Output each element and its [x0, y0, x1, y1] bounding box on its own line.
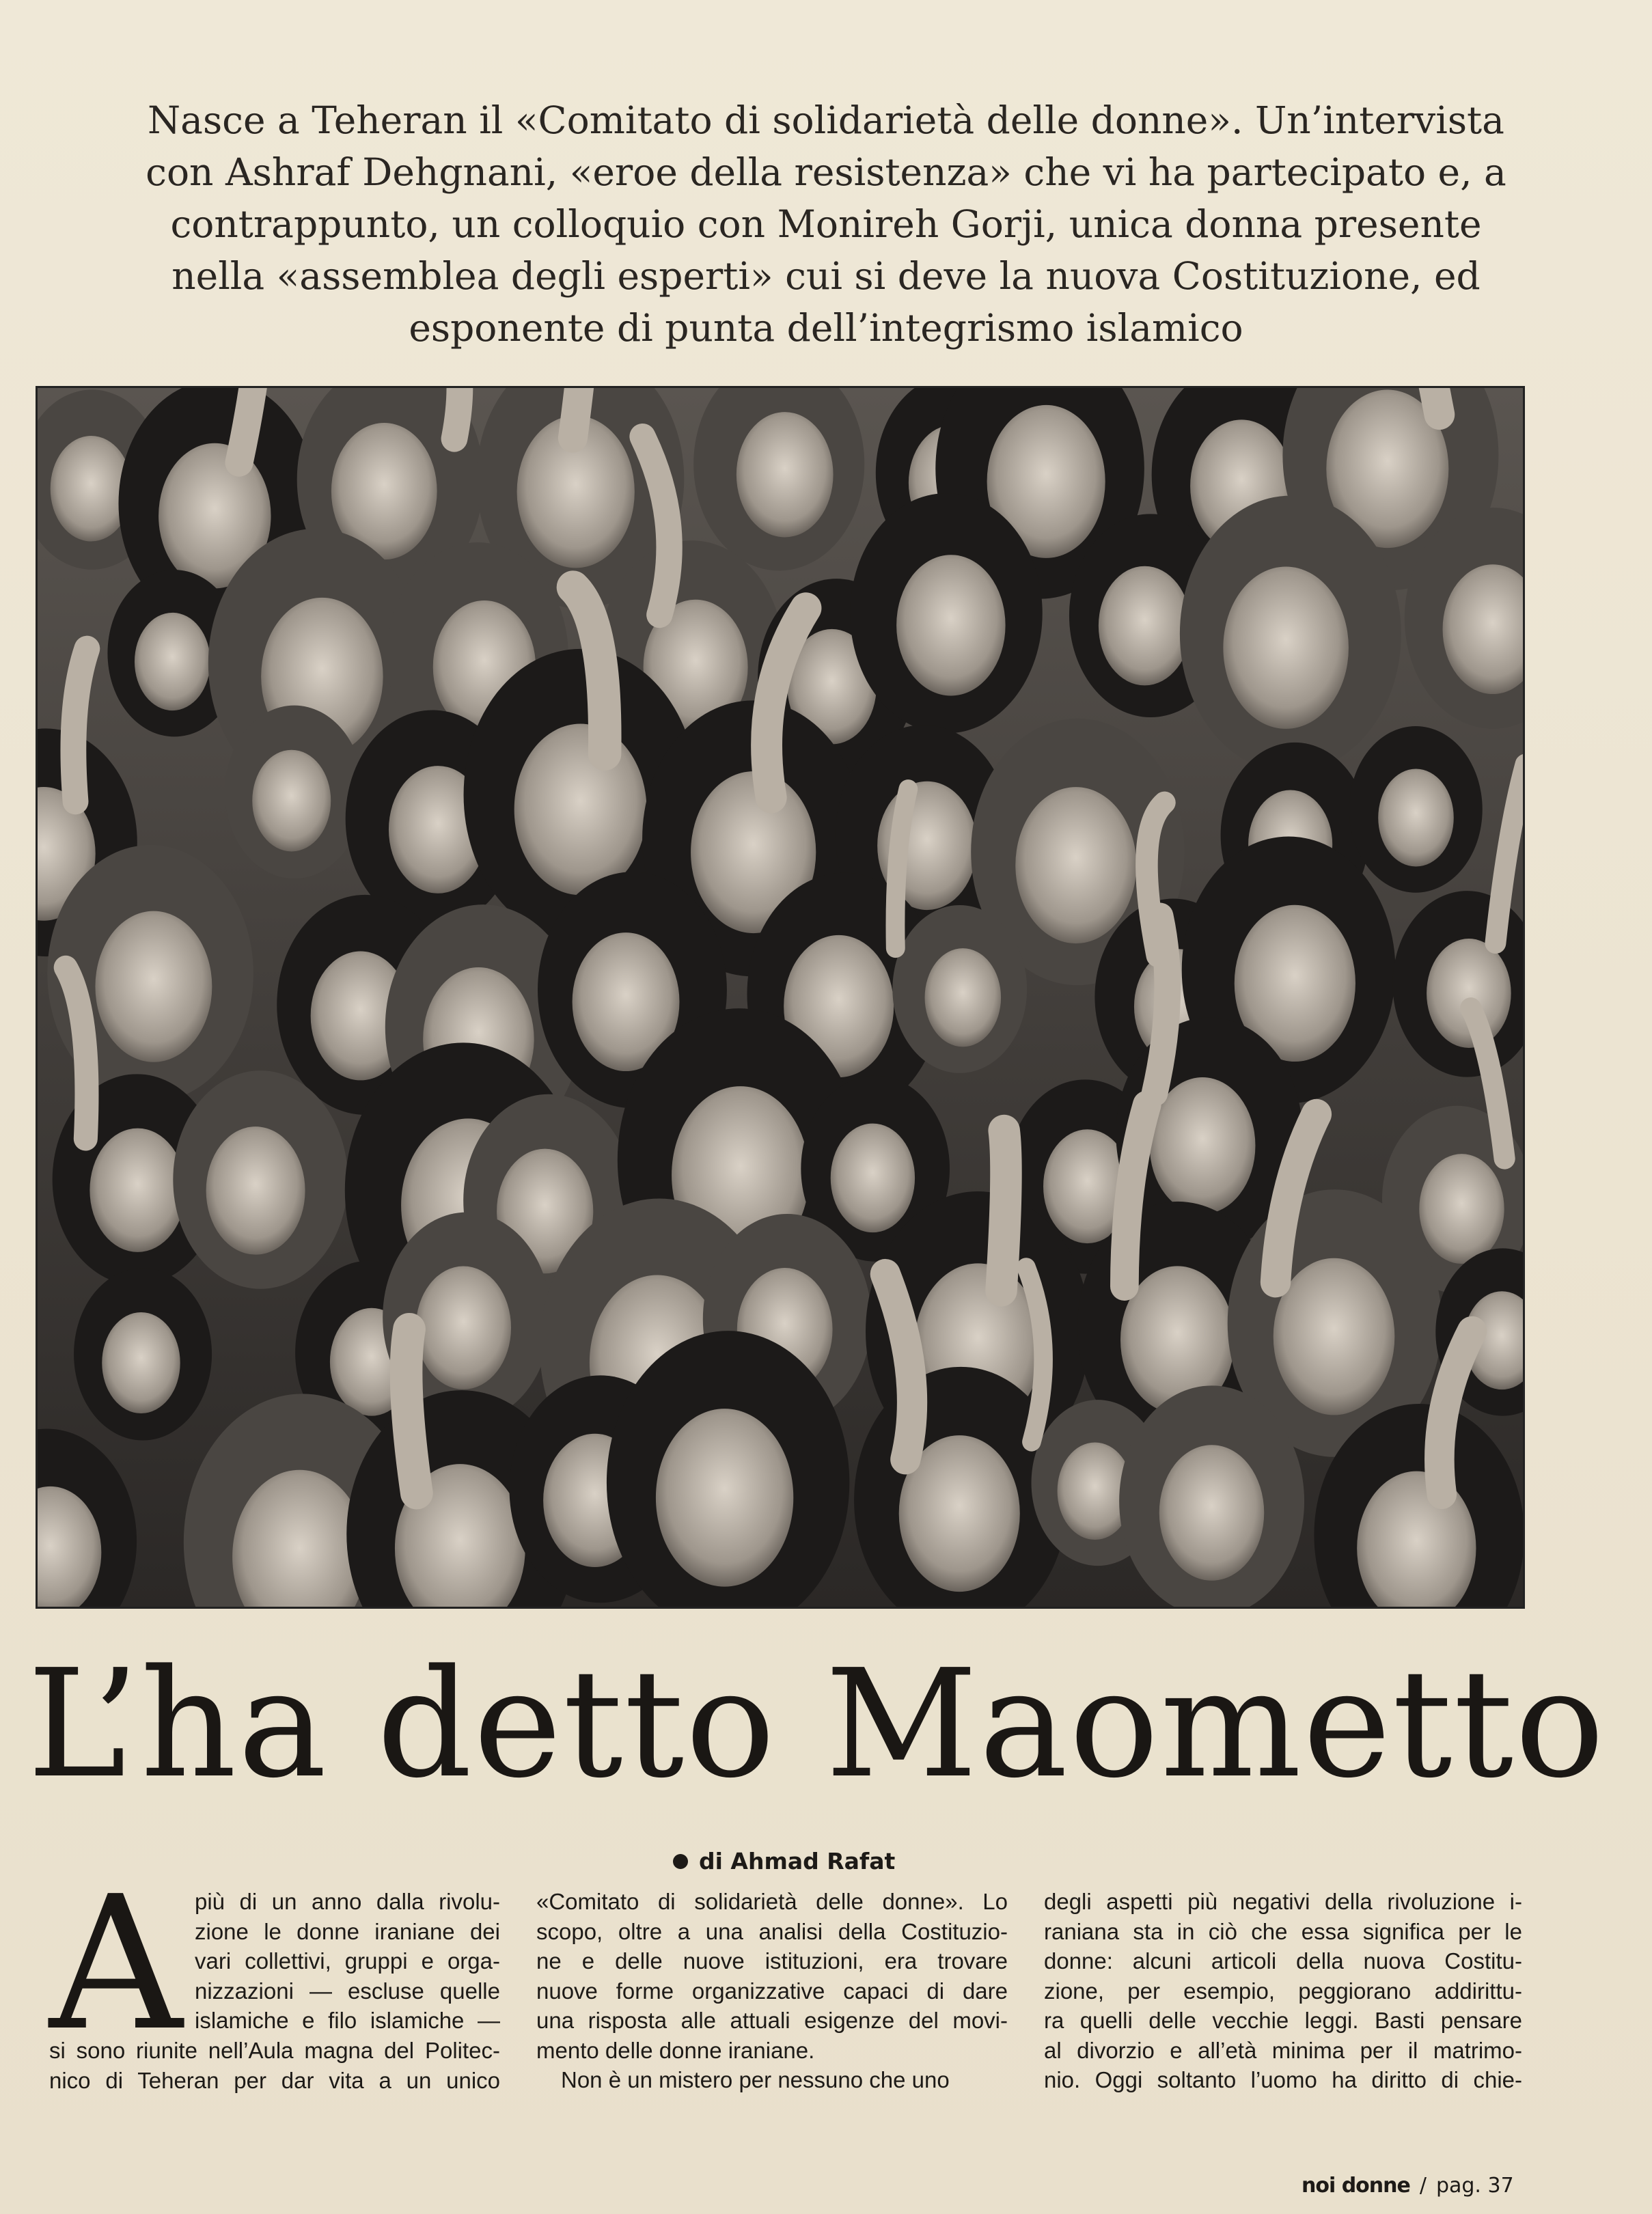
dropcap: A [49, 1856, 182, 2071]
text-line: scopo, oltre a una analisi della Costituzio- [536, 1918, 1008, 1944]
intro-line: esponente di punta dell’integrismo islamico [409, 306, 1243, 350]
text-line: zione, per esempio, peggiorano addirittu- [1044, 1978, 1522, 2004]
intro-deck [55, 94, 1597, 354]
intro-line: nella «assemblea degli esperti» cui si deve la nuova Costituzione, ed [171, 254, 1481, 298]
article-column-1 [49, 1856, 500, 2095]
text-line: ne e delle nuove istituzioni, era trovare [536, 1948, 1008, 1974]
text-line: donne: alcuni articoli della nuova Costitu- [1044, 1948, 1522, 1974]
magazine-brand: noi donne [1302, 2174, 1410, 2198]
article-column-2 [536, 1887, 1008, 2095]
text-line: una risposta alle attuali esigenze del movi- [536, 2008, 1008, 2033]
crowd-photo-illustration [38, 388, 1523, 1607]
text-line: più di un anno dalla rivolu- [195, 1889, 500, 1914]
text-line: raniana sta in ciò che essa significa per le [1044, 1918, 1522, 1944]
intro-line: contrappunto, un colloquio con Monireh Gorji, unica donna presente [170, 202, 1482, 246]
bullet-icon [673, 1854, 688, 1869]
page-number: pag. 37 [1435, 2174, 1514, 2198]
text-line: si sono riunite nell’Aula magna del Politec- [49, 2038, 500, 2063]
page-footer [1302, 2174, 1514, 2198]
footer-separator: / [1419, 2174, 1427, 2198]
text-line: nuove forme organizzative capaci di dare [536, 1978, 1008, 2004]
crowd-photo [36, 386, 1525, 1609]
byline [673, 1844, 895, 1879]
article-column-3 [1044, 1887, 1522, 2095]
text-line: al divorzio e all’età minima per il matrimo- [1044, 2037, 1522, 2063]
text-line: «Comitato di solidarietà delle donne». Lo [536, 1889, 1008, 1914]
text-line: mento delle donne iraniane. [536, 2037, 815, 2063]
text-line: ra quelli delle vecchie leggi. Basti pensare [1044, 2008, 1522, 2033]
text-line: vari collettivi, gruppi e orga- [195, 1948, 500, 1974]
headline: L’ha detto Maometto [27, 1638, 1606, 1811]
text-line: nio. Oggi soltanto l’uomo ha diritto di chie- [1044, 2067, 1522, 2092]
byline-text: di Ahmad Rafat [699, 1848, 896, 1874]
text-line: nizzazioni — escluse quelle [195, 1978, 500, 2004]
text-line: Non è un mistero per nessuno che uno [561, 2067, 950, 2092]
text-line: nico di Teheran per dar vita a un unico [49, 2067, 500, 2093]
text-line: islamiche e filo islamiche — [195, 2008, 500, 2033]
intro-line: con Ashraf Dehgnani, «eroe della resistenza» che vi ha partecipato e, a [146, 150, 1506, 194]
intro-line: Nasce a Teheran il «Comitato di solidarietà delle donne». Un’intervista [148, 98, 1504, 142]
text-line: zione le donne iraniane dei [195, 1918, 500, 1944]
text-line: degli aspetti più negativi della rivoluzione i- [1044, 1889, 1522, 1914]
